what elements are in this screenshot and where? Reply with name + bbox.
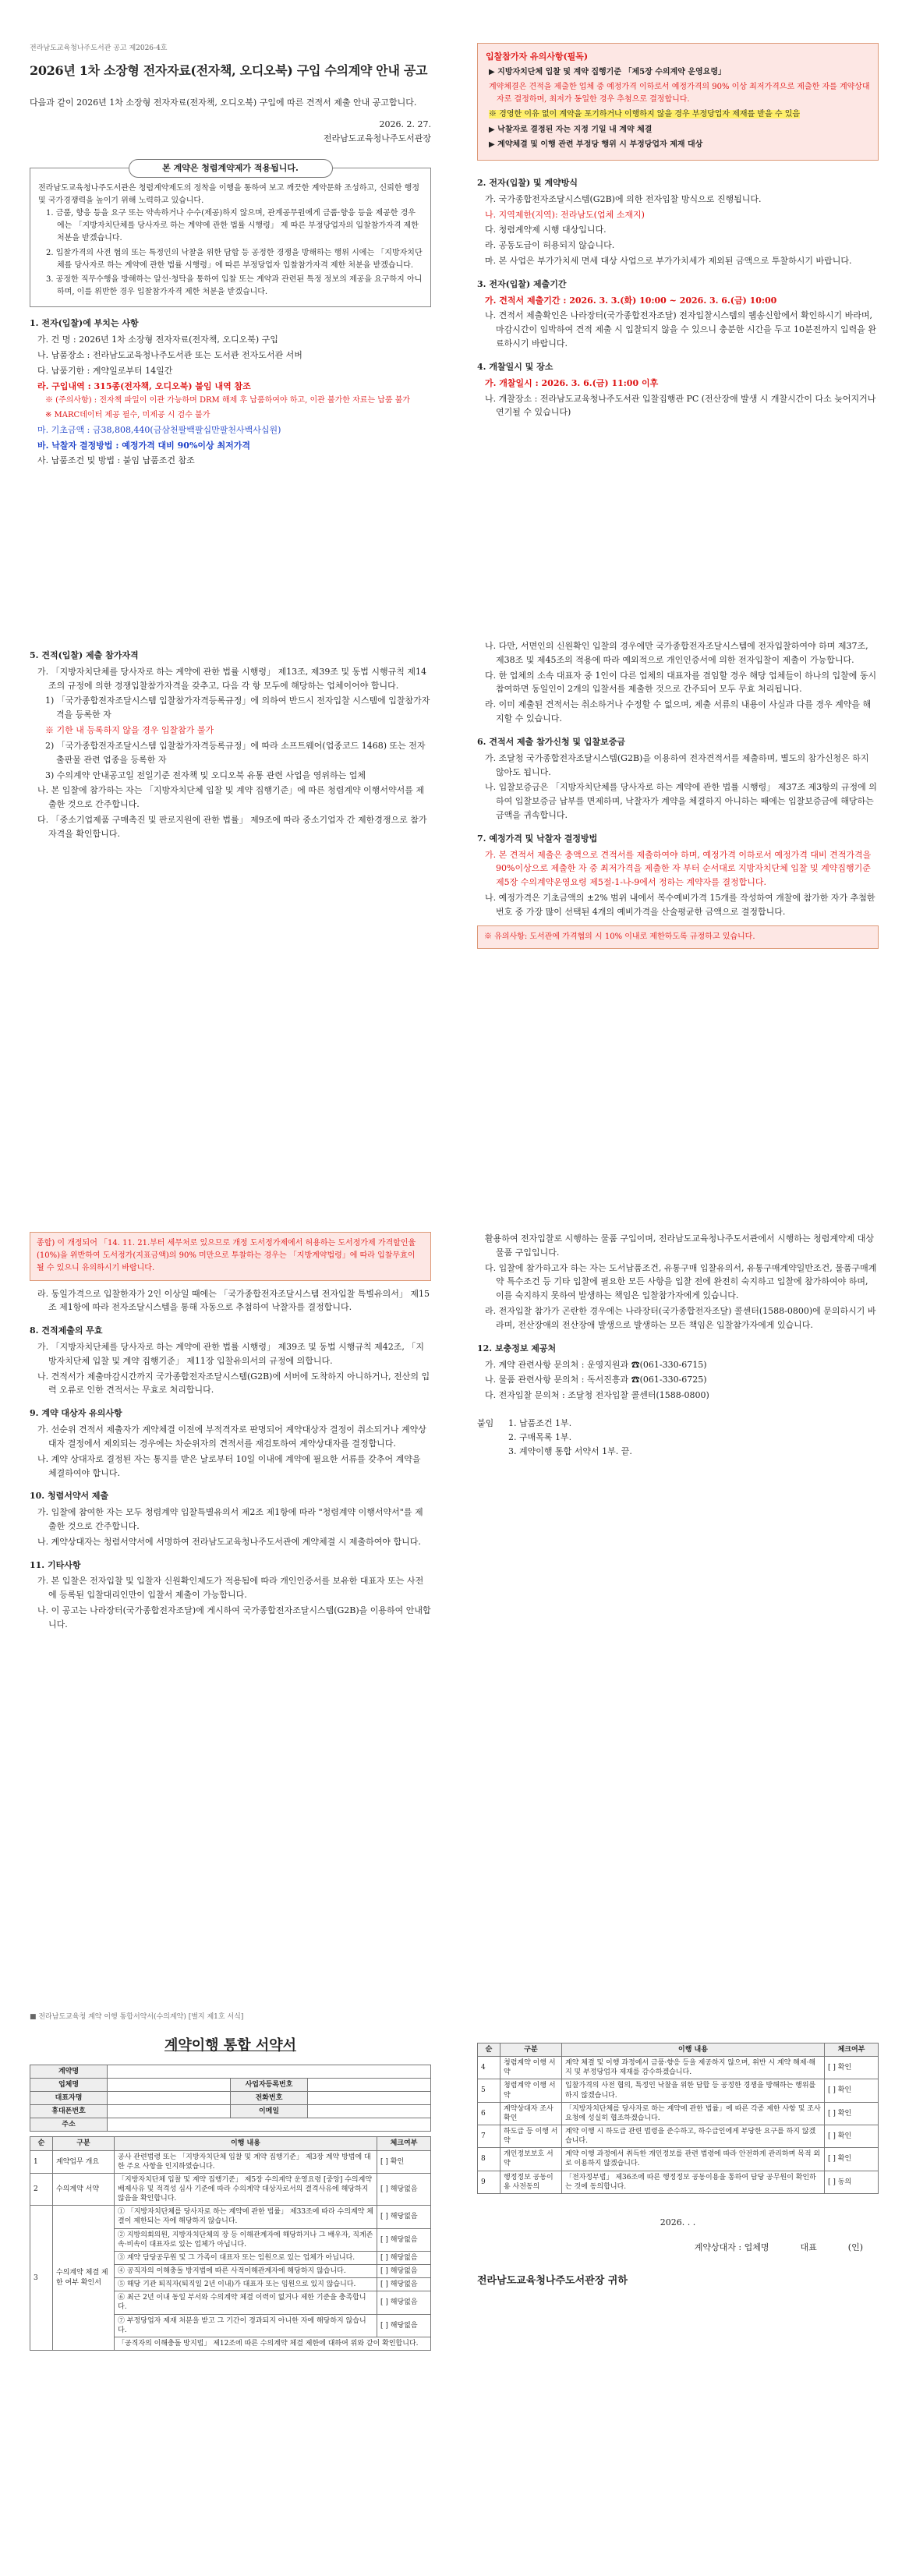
row-check[interactable]: [ ] 해당없음 [377,2291,431,2314]
section-1-item: 바. 낙찰자 결정방법 : 예정가격 대비 90%이상 최저가격 [37,440,250,451]
row-content: ⑥ 최근 2년 이내 동일 부서와 수의계약 체결 이력이 없거나 제한 기준을 충족합니다. [115,2291,377,2314]
row-content: ⑦ 부정당업자 제재 처분을 받고 그 기간이 경과되지 아니한 자에 해당하지 않습니다. [115,2314,377,2337]
section-2-item: 다. 청렴계약제 시행 대상입니다. [485,225,607,235]
row-check[interactable]: [ ] 해당없음 [377,2251,431,2264]
section-4-item: 가. 개찰일시 : 2026. 3. 6.(금) 11:00 이후 [485,377,659,388]
section-8-item: 가. 「지방자치단체를 당사자로 하는 계약에 관한 법률 시행령」 제39조 및 동법 시행규칙 제42조, 「지방자치단체 입찰 및 계약 집행기준」 제11장 입찰유의서의 규정에 의합니다. [37,1342,424,1366]
page2-para: 라. 이미 제출된 견적서는 취소하거나 수정할 수 없으며, 제출 서류의 내용이 사실과 다를 경우 계약을 해지할 수 있습니다. [485,699,872,724]
row-check[interactable]: [ ] 해당없음 [377,2206,431,2228]
bidder-notice-highlight: ※ 경영한 이유 없이 계약을 포기하거나 이행하지 않을 경우 부정당업자 제재를 받을 수 있음 [489,110,801,119]
section-5-item: 3) 수의계약 안내공고일 전일기준 전자책 및 오디오북 유통 관련 사업을 영위하는 업체 [45,770,366,780]
row-content: 계약 체결 및 이행 과정에서 금품·향응 등을 제공하지 않으며, 위반 시 계약 해제·해지 및 부정당업자 제재를 감수하겠습니다. [562,2057,825,2079]
page3-para: 다. 입찰에 참가하고자 하는 자는 도서납품조건, 유통구매 입찰유의서, 유통구매계약일반조건, 물품구매계약 특수조건 등 기타 입찰에 필요한 모든 사항을 입찰 전에 완전히 숙지하고 입찰에 참가하여야 하며, 이를 숙지하지 못하여 발생하는 책임은 입찰참가자에게 있습니다. [485,1262,877,1301]
section-11-item: 가. 본 입찰은 전자입찰 및 입찰자 신원확인제도가 적용됨에 따라 개인인증서를 보유한 대표자 또는 사전에 등록된 입찰대리인만이 입찰서 제출이 가능합니다. [37,1576,424,1601]
page-title: 2026년 1차 소장형 전자자료(전자책, 오디오북) 구입 수의계약 안내 공고 [30,62,428,78]
section-4-item: 나. 개찰장소 : 전라남도교육청나주도서관 입찰집행관 PC (전산장애 발생 시 개찰시간이 다소 늦어지거나 연기될 수 있습니다) [485,393,876,418]
row-category: 계약업무 개요 [53,2150,115,2173]
clean-box-item: 2. 입찰가격의 사전 협의 또는 특정인의 낙찰을 위한 담합 등 공정한 경쟁을 방해하는 행위 시에는 「지방자치단체를 당사자로 하는 계약에 관한 법률 시행령」에 따른 부정당업자 입찰참가자격 제한 처분을 받겠습니다. [46,248,423,270]
info-value[interactable] [108,2105,231,2118]
bidder-notice-title: 입찰참가자 유의사항(필독) [486,51,589,62]
page-1 [0,0,909,483]
row-check[interactable]: [ ] 확인 [825,2125,879,2147]
clean-box-item: 3. 공정한 직무수행을 방해하는 알선·청탁을 통하여 입찰 또는 계약과 관련된 특정 정보의 제공을 요구하지 아니하며, 이를 위반한 경우 입찰참가자격 제한 처분을 받겠습니다. [46,275,423,297]
row-check[interactable]: [ ] 확인 [825,2079,879,2102]
row-category: 계약상대자 조사 확인 [500,2102,562,2125]
row-content: 입찰가격의 사전 협의, 특정인 낙찰을 위한 담합 등 공정한 경쟁을 방해하는 행위를 하지 않겠습니다. [562,2079,825,2102]
row-no: 1 [30,2150,53,2173]
info-value[interactable] [108,2065,431,2078]
row-content: 「전자정부법」 제36조에 따른 행정정보 공동이용을 통하여 담당 공무원이 확인하는 것에 동의합니다. [562,2171,825,2193]
row-no: 3 [30,2206,53,2351]
attachment-item: 2. 구매목록 1부. [508,1431,572,1442]
section-5-item: 나. 본 입찰에 참가하는 자는 「지방자치단체 입찰 및 계약 집행기준」에 따른 청렴계약 이행서약서를 제출한 것으로 간주합니다. [37,785,424,810]
bidder-notice-box [477,43,879,161]
row-category: 개인정보보호 서약 [500,2148,562,2171]
page3-left-column [30,1232,431,1633]
row-category: 행정정보 공동이용 사전동의 [500,2171,562,2193]
info-label: 계약명 [30,2065,108,2078]
row-category: 청렴계약 이행 서약 [500,2057,562,2079]
page2-para: 다. 한 업체의 소속 대표자 중 1인이 다른 업체의 대표자를 겸임할 경우 해당 업체들이 하나의 입찰에 동시 참여하면 동일인이 2개의 입찰서를 제출한 것으로 간주되어 모두 무효 처리됩니다. [485,670,877,695]
page3-para: 활용하여 전자입찰로 시행하는 물품 구입이며, 전라남도교육청나주도서관에서 시행하는 청렴계약제 대상 물품 구입입니다. [485,1233,875,1258]
row-no: 9 [478,2171,500,2193]
section-9-title: 9. 계약 대상자 유의사항 [30,1408,122,1419]
section-4-title: 4. 개찰일시 및 장소 [477,361,554,372]
section-2-item: 마. 본 사업은 부가가치세 면세 대상 사업으로 부가가치세가 제외된 금액으로 투찰하시기 바랍니다. [485,256,852,266]
clean-contract-box [30,162,431,308]
clean-box-title: 본 계약은 청렴계약제가 적용됩니다. [129,159,333,178]
page2-right-column [477,639,879,949]
row-content: ③ 계약 담당공무원 및 그 가족이 대표자 또는 임원으로 있는 업체가 아닙니다. [115,2251,377,2264]
section-6-item: 가. 조달청 국가종합전자조달시스템(G2B)을 이용하여 전자견적서를 제출하며, 별도의 참가신청은 하지 않아도 됩니다. [485,752,869,777]
table-header: 구분 [500,2043,562,2057]
section-11-item: 나. 이 공고는 나라장터(국가종합전자조달)에 게시하여 국가종합전자조달시스템(G2B)을 이용하여 안내합니다. [37,1605,431,1629]
row-no: 8 [478,2148,500,2171]
table-row [478,2057,879,2079]
section-12-item: 다. 전자입찰 문의처 : 조달청 전자입찰 콜센터(1588-0800) [485,1390,709,1401]
notice-date: 2026. 2. 27. [379,119,431,130]
section-1-item: 다. 납품기한 : 계약일로부터 14일간 [37,365,173,376]
form-title: 계약이행 통합 서약서 [164,2036,297,2054]
row-check[interactable]: [ ] 해당없음 [377,2278,431,2291]
section-2-item: 나. 지역제한(지역): 전라남도(업체 소재지) [485,209,645,220]
bidder-notice-item: ▶ 계약체결 및 이행 관련 부정당 행위 시 부정당업자 제재 대상 [489,140,703,149]
table-header: 이행 내용 [115,2137,377,2150]
info-value[interactable] [108,2118,431,2132]
section-12-title: 12. 보충정보 제공처 [477,1343,557,1353]
row-content: 계약 이행 과정에서 취득한 개인정보를 관련 법령에 따라 안전하게 관리하며 목적 외로 이용하지 않겠습니다. [562,2148,825,2171]
row-category: 수의계약 서약 [53,2173,115,2205]
section-1-title: 1. 전자(입찰)에 부치는 사항 [30,318,139,329]
row-content: ② 지방의회의원, 지방자치단체의 장 등 이해관계자에 해당하거나 그 배우자, 직계존속·비속이 대표자로 있는 업체가 아닙니다. [115,2228,377,2251]
info-label: 업체명 [30,2078,108,2091]
section-9-item: 가. 선순위 견적서 제출자가 계약체결 이전에 부적격자로 판명되어 계약대상자 결정이 취소되거나 계약상대자 결정에서 제외되는 경우에는 차순위자의 견적서를 재검토하여 계약상대자를 결정합니다. [37,1424,426,1449]
form-commitment-table-2 [477,2043,879,2194]
row-check[interactable]: [ ] 동의 [825,2171,879,2193]
table-header: 이행 내용 [562,2043,825,2057]
attachments-list [508,1417,632,1458]
section-1-note: ※ (주의사항) : 전자책 파일이 이관 가능하며 DRM 해제 후 납품하여야 하고, 이관 불가한 자료는 납품 불가 [45,396,411,405]
bidder-notice-item [486,108,870,121]
section-5-item: 가. 「지방자치단체를 당사자로 하는 계약에 관한 법률 시행령」 제13조, 제39조 및 동법 시행규칙 제14조의 규정에 의한 경쟁입찰참가자격을 갖추고, 다음 각 항 모두에 해당하는 업체이어야 합니다. [37,666,426,691]
table-row [30,2150,431,2173]
section-3-item: 나. 견적서 제출확인은 나라장터(국가종합전자조달) 전자입찰시스템의 웹송신함에서 확인하시기 바라며, 마감시간이 임박하여 견적 제출 시 입찰되지 않을 수 있으니 충분한 시간을 두고 10분전까지 입력을 완료하시기 바랍니다. [485,310,876,349]
row-check[interactable]: [ ] 해당없음 [377,2314,431,2337]
section-12-item: 나. 물품 관련사항 문의처 : 독서진흥과 ☎(061-330-6725) [485,1375,707,1385]
section-1-item: 라. 구입내역 : 315종(전자책, 오디오북) 붙임 내역 참조 [37,380,251,391]
row-category: 하도급 등 이행 서약 [500,2125,562,2147]
table-header: 순 [478,2043,500,2057]
row-no: 5 [478,2079,500,2102]
form-commitment-table [30,2136,431,2351]
section-5-item: 다. 「중소기업제품 구매촉진 및 판로지원에 관한 법률」 제9조에 따라 중소기업자 간 제한경쟁으로 참가자격을 확인합니다. [37,814,427,839]
page3-para: 라. 동일가격으로 입찰한자가 2인 이상일 때에는 「국가종합전자조달시스템 전자입찰 특별유의서」 제15조 제1항에 따라 전자조달시스템을 통해 자동으로 추첨하여 낙찰자를 결정합니다. [37,1288,430,1313]
section-5-title: 5. 견적(입찰) 제출 참가자격 [30,650,139,660]
section-5-item: 2) 「국가종합전자조달시스템 입찰참가자격등록규정」에 따라 소프트웨어(업종코드 1468) 또는 전자출판물 관련 업종을 등록한 자 [45,740,426,765]
row-content: 「공직자의 이해충돌 방지법」 제12조에 따른 수의계약 체결 제한에 대하여 위와 같이 확인합니다. [115,2337,431,2350]
row-check[interactable]: [ ] 해당없음 [377,2228,431,2251]
price-law-note: 종합) 이 개정되어 「14. 11. 21.부터 세무처로 있으므로 개정 도서정가제에서 허용하는 도서정가제 가격할인율(10%)을 위반하여 도서정가(지표금액)의 90% 미만으로 투찰하는 경우는 「지방계약법령」에 따라 입찰무효이 될 수 있으니 유의하시기 바랍니다. [30,1232,431,1281]
info-label: 전화번호 [231,2092,308,2105]
page2-para: 나. 다만, 서면인의 신원확인 입찰의 경우에만 국가종합전자조달시스템에 전자입찰하여야 하며 제37조, 제38조 및 제45조의 적용에 따라 예외적으로 개인인증서에 의한 전자입찰이 제출이 가능합니다. [485,641,868,665]
bidder-notice-item: 계약체결은 견적을 제출한 업체 중 예정가격 이하로서 예정가격의 90% 이상 최저가격으로 제출한 자를 계약상대자로 결정하며, 최저가 동일한 경우 추첨으로 결정합니다. [489,83,870,104]
section-6-item: 나. 입찰보증금은 「지방자치단체를 당사자로 하는 계약에 관한 법률 시행령」 제37조 제3항의 규정에 의하여 입찰보증금 납부를 면제하며, 낙찰자가 계약을 체결하지 아니하는 때에는 입찰보증금에 해당하는 금액을 귀속합니다. [485,782,877,820]
bidder-notice-item: ▶ 지방자치단체 입찰 및 계약 집행기준 「제5장 수의계약 운영요령」 [489,67,726,76]
form-info-table [30,2065,431,2132]
info-label: 대표자명 [30,2092,108,2105]
table-row [478,2148,879,2171]
signer-label: 계약상대자 : 업체명 [694,2242,769,2252]
row-category: 수의계약 체결 제한 여부 확인서 [53,2206,115,2351]
form-left [30,2012,431,2351]
attachment-item: 1. 납품조건 1부. [508,1417,572,1428]
section-5-item: 1) 「국가종합전자조달시스템 입찰참가자격등록규정」에 의하여 반드시 전자입찰 시스템에 입찰참가자격을 등록한 자 [45,695,430,720]
section-10-title: 10. 청렴서약서 제출 [30,1491,109,1502]
table-row [30,2206,431,2228]
row-content: ④ 공직자의 이해충돌 방지법에 따른 사적이해관계자에 해당하지 않습니다. [115,2264,377,2277]
row-check[interactable]: [ ] 확인 [825,2057,879,2079]
form-top-label: ■ 전라남도교육청 계약 이행 통합서약서(수의계약) [별지 제1호 서식] [30,2013,244,2021]
clean-box-item: 1. 금품, 향응 등을 요구 또는 약속하거나 수수(제공)하지 않으며, 관계공무원에게 금품·향응 등을 제공한 경우에는 「지방자치단체를 당사자로 하는 계약에 관한 법률 시행령」 제 따른 부정당업자의 입찰참가자격 제한 처분을 받겠습니다. [46,209,419,243]
form-footer: 전라남도교육청나주도서관장 귀하 [477,2275,628,2288]
row-check[interactable]: [ ] 확인 [825,2148,879,2171]
form-right [477,2043,879,2290]
info-value[interactable] [308,2105,431,2118]
info-value[interactable] [108,2092,231,2105]
page1-left-column [30,43,431,469]
info-label: 주소 [30,2118,108,2132]
row-category: 청렴계약 이행 서약 [500,2079,562,2102]
info-label: 이메일 [231,2105,308,2118]
section-10-item: 나. 계약상대자는 청렴서약서에 서명하여 전라남도교육청나주도서관에 계약체결 시 제출하여야 합니다. [37,1536,421,1547]
section-7-note: ※ 유의사항: 도서관에 가격협의 시 10% 이내로 제한하도록 규정하고 있습니다. [477,925,879,949]
section-3-item: 가. 견적서 제출기간 : 2026. 3. 3.(화) 10:00 ~ 2026. 3. 6.(금) 10:00 [485,295,777,306]
info-label: 휴대폰번호 [30,2105,108,2118]
section-9-item: 나. 계약 상대자로 결정된 자는 통지를 받은 날로부터 10일 이내에 계약에 필요한 서류를 갖추어 계약을 체결하여야 합니다. [37,1453,421,1478]
row-content: 계약 이행 시 하도급 관련 법령을 준수하고, 하수급인에게 부당한 요구를 하지 않겠습니다. [562,2125,825,2147]
section-11-title: 11. 기타사항 [30,1559,81,1570]
table-header: 순 [30,2137,53,2150]
seal-mark: (인) [847,2242,863,2252]
agency-name: 전라남도교육청나주도서관장 [323,133,431,144]
section-2-item: 라. 공동도급이 허용되지 않습니다. [485,240,615,251]
info-value[interactable] [108,2078,231,2091]
section-7-title: 7. 예정가격 및 낙찰자 결정방법 [477,833,598,844]
table-row [478,2171,879,2193]
table-row [478,2125,879,2147]
section-5-note: ※ 기한 내 등록하지 않을 경우 입찰참가 불가 [45,725,214,736]
page-2 [0,639,909,1045]
info-value[interactable] [308,2078,431,2091]
page2-left-column [30,639,431,843]
attachments-label: 붙임 [477,1417,494,1428]
row-check[interactable]: [ ] 해당없음 [377,2264,431,2277]
clean-box-body: 전라남도교육청나주도서관은 청렴계약제도의 정착을 이행을 통하여 보고 깨끗한 계약문화 조성하고, 신뢰한 행정 및 국가경쟁력을 높이기 위해 노력하고 있습니다. [38,183,419,205]
attachment-item: 3. 계약이행 통합 서약서 1부. 끝. [508,1445,632,1456]
section-2-item: 가. 국가종합전자조달시스템(G2B)에 의한 전자입찰 방식으로 진행됩니다. [485,193,762,204]
section-2-title: 2. 전자(입찰) 및 계약방식 [477,177,578,188]
row-check[interactable]: [ ] 해당없음 [377,2173,431,2205]
signer-rep: 대표 [800,2242,817,2252]
section-6-title: 6. 견적서 제출 참가신청 및 입찰보증금 [477,736,626,747]
bidder-notice-item: ▶ 낙찰자로 결정된 자는 지정 기일 내 계약 체결 [489,125,653,134]
signer-line [477,2241,879,2255]
row-content: ⑤ 해당 기관 퇴직자(퇴직일 2년 이내)가 대표자 또는 임원으로 있지 않습니다. [115,2278,377,2291]
section-7-item: 가. 본 견적서 제출은 충액으로 견적서를 제출하여야 하며, 예정가격 이하로서 예정가격 대비 견적가격을 90%이상으로 제출한 자 중 최저가격을 제출한 자 부터 순서대로 지방자치단체 입찰 및 계약집행기준 제5장 수의계약운영요령 제5절-1-나-9에서 정하는 계약자를 결정합니다. [485,849,872,888]
row-content: 공사 관련법령 또는 「지방자치단체 입찰 및 계약 집행기준」 제3장 계약 방법에 대한 주요 사항을 인지하였습니다. [115,2150,377,2173]
section-1-item: 가. 건 명 : 2026년 1차 소장형 전자자료(전자책, 오디오북) 구입 [37,334,278,345]
section-8-item: 나. 견적서가 제출마감시간까지 국가종합전자조달시스템(G2B)에 서버에 도착하지 아니하거나, 전산의 입력 오류로 인한 견적서는 무효로 처리합니다. [37,1371,430,1396]
form-date: 2026. . . [660,2217,696,2227]
attachments [477,1417,879,1458]
intro-text: 다음과 같이 2026년 1차 소장형 전자자료(전자책, 오디오북) 구입에 따른 견적서 제출 안내 공고합니다. [30,97,417,108]
table-row [478,2102,879,2125]
row-content: 「지방자치단체를 당사자로 하는 계약에 관한 법률」에 따른 각종 제한 사항 및 조사 요청에 성실히 협조하겠습니다. [562,2102,825,2125]
page1-right-column [477,43,879,421]
section-3-title: 3. 전자(입찰) 제출기간 [477,278,567,289]
section-8-title: 8. 견적제출의 무효 [30,1325,103,1336]
section-7-item: 나. 예정가격은 기초금액의 ±2% 범위 내에서 복수예비가격 15개를 작성하여 개찰에 참가한 자가 추첨한 번호 중 가장 많이 선택된 4개의 예비가격을 산술평균한 금액으로 결정합니다. [485,893,875,917]
row-no: 2 [30,2173,53,2205]
table-row [478,2079,879,2102]
page3-para: 라. 전자입찰 참가가 곤란한 경우에는 나라장터(국가종합전자조달) 콜센터(1588-0800)에 문의하시기 바라며, 전산장애의 전산장애 발생으로 발생하는 모든 책임은 입찰참가자에게 있습니다. [485,1306,876,1330]
row-no: 6 [478,2102,500,2125]
table-header: 구분 [53,2137,115,2150]
page-3 [0,1232,909,1653]
row-check[interactable]: [ ] 확인 [825,2102,879,2125]
info-value[interactable] [308,2092,431,2105]
row-content: ① 「지방자치단체를 당사자로 하는 계약에 관한 법률」 제33조에 따라 수의계약 체결이 제한되는 자에 해당하지 않습니다. [115,2206,377,2228]
table-header: 체크여부 [825,2043,879,2057]
section-1-note: ※ MARC데이터 제공 필수, 미제공 시 검수 불가 [45,410,210,419]
row-no: 4 [478,2057,500,2079]
notice-number: 전라남도교육청나주도서관 공고 제2026-4호 [30,44,168,52]
table-row [30,2173,431,2205]
page-4-form [0,2012,909,2557]
info-label: 사업자등록번호 [231,2078,308,2091]
row-check[interactable]: [ ] 확인 [377,2150,431,2173]
section-1-item: 사. 납품조건 및 방법 : 붙임 납품조건 참조 [37,455,195,466]
section-12-item: 가. 계약 관련사항 문의처 : 운영지원과 ☎(061-330-6715) [485,1359,707,1370]
section-10-item: 가. 입찰에 참여한 자는 모두 청렴계약 입찰특별유의서 제2조 제1항에 따라 "청렴계약 이행서약서"를 제출한 것으로 간주합니다. [37,1507,423,1531]
section-1-item: 마. 기초금액 : 금38,808,440(금삼천팔백팔십만팔천사백사십원) [37,424,281,435]
row-no: 7 [478,2125,500,2147]
section-1-item: 나. 납품장소 : 전라남도교육청나주도서관 또는 도서관 전자도서관 서버 [37,350,302,361]
page3-right-column [477,1232,879,1458]
table-header: 체크여부 [377,2137,431,2150]
row-content: 「지방자치단체 입찰 및 계약 집행기준」 제5장 수의계약 운영요령 [중앙] 수의계약 배제사유 및 적격성 심사 기준에 따라 수의계약 대상자로서의 결격사유에 해당하지 않음을 확인합니다. [115,2173,377,2205]
